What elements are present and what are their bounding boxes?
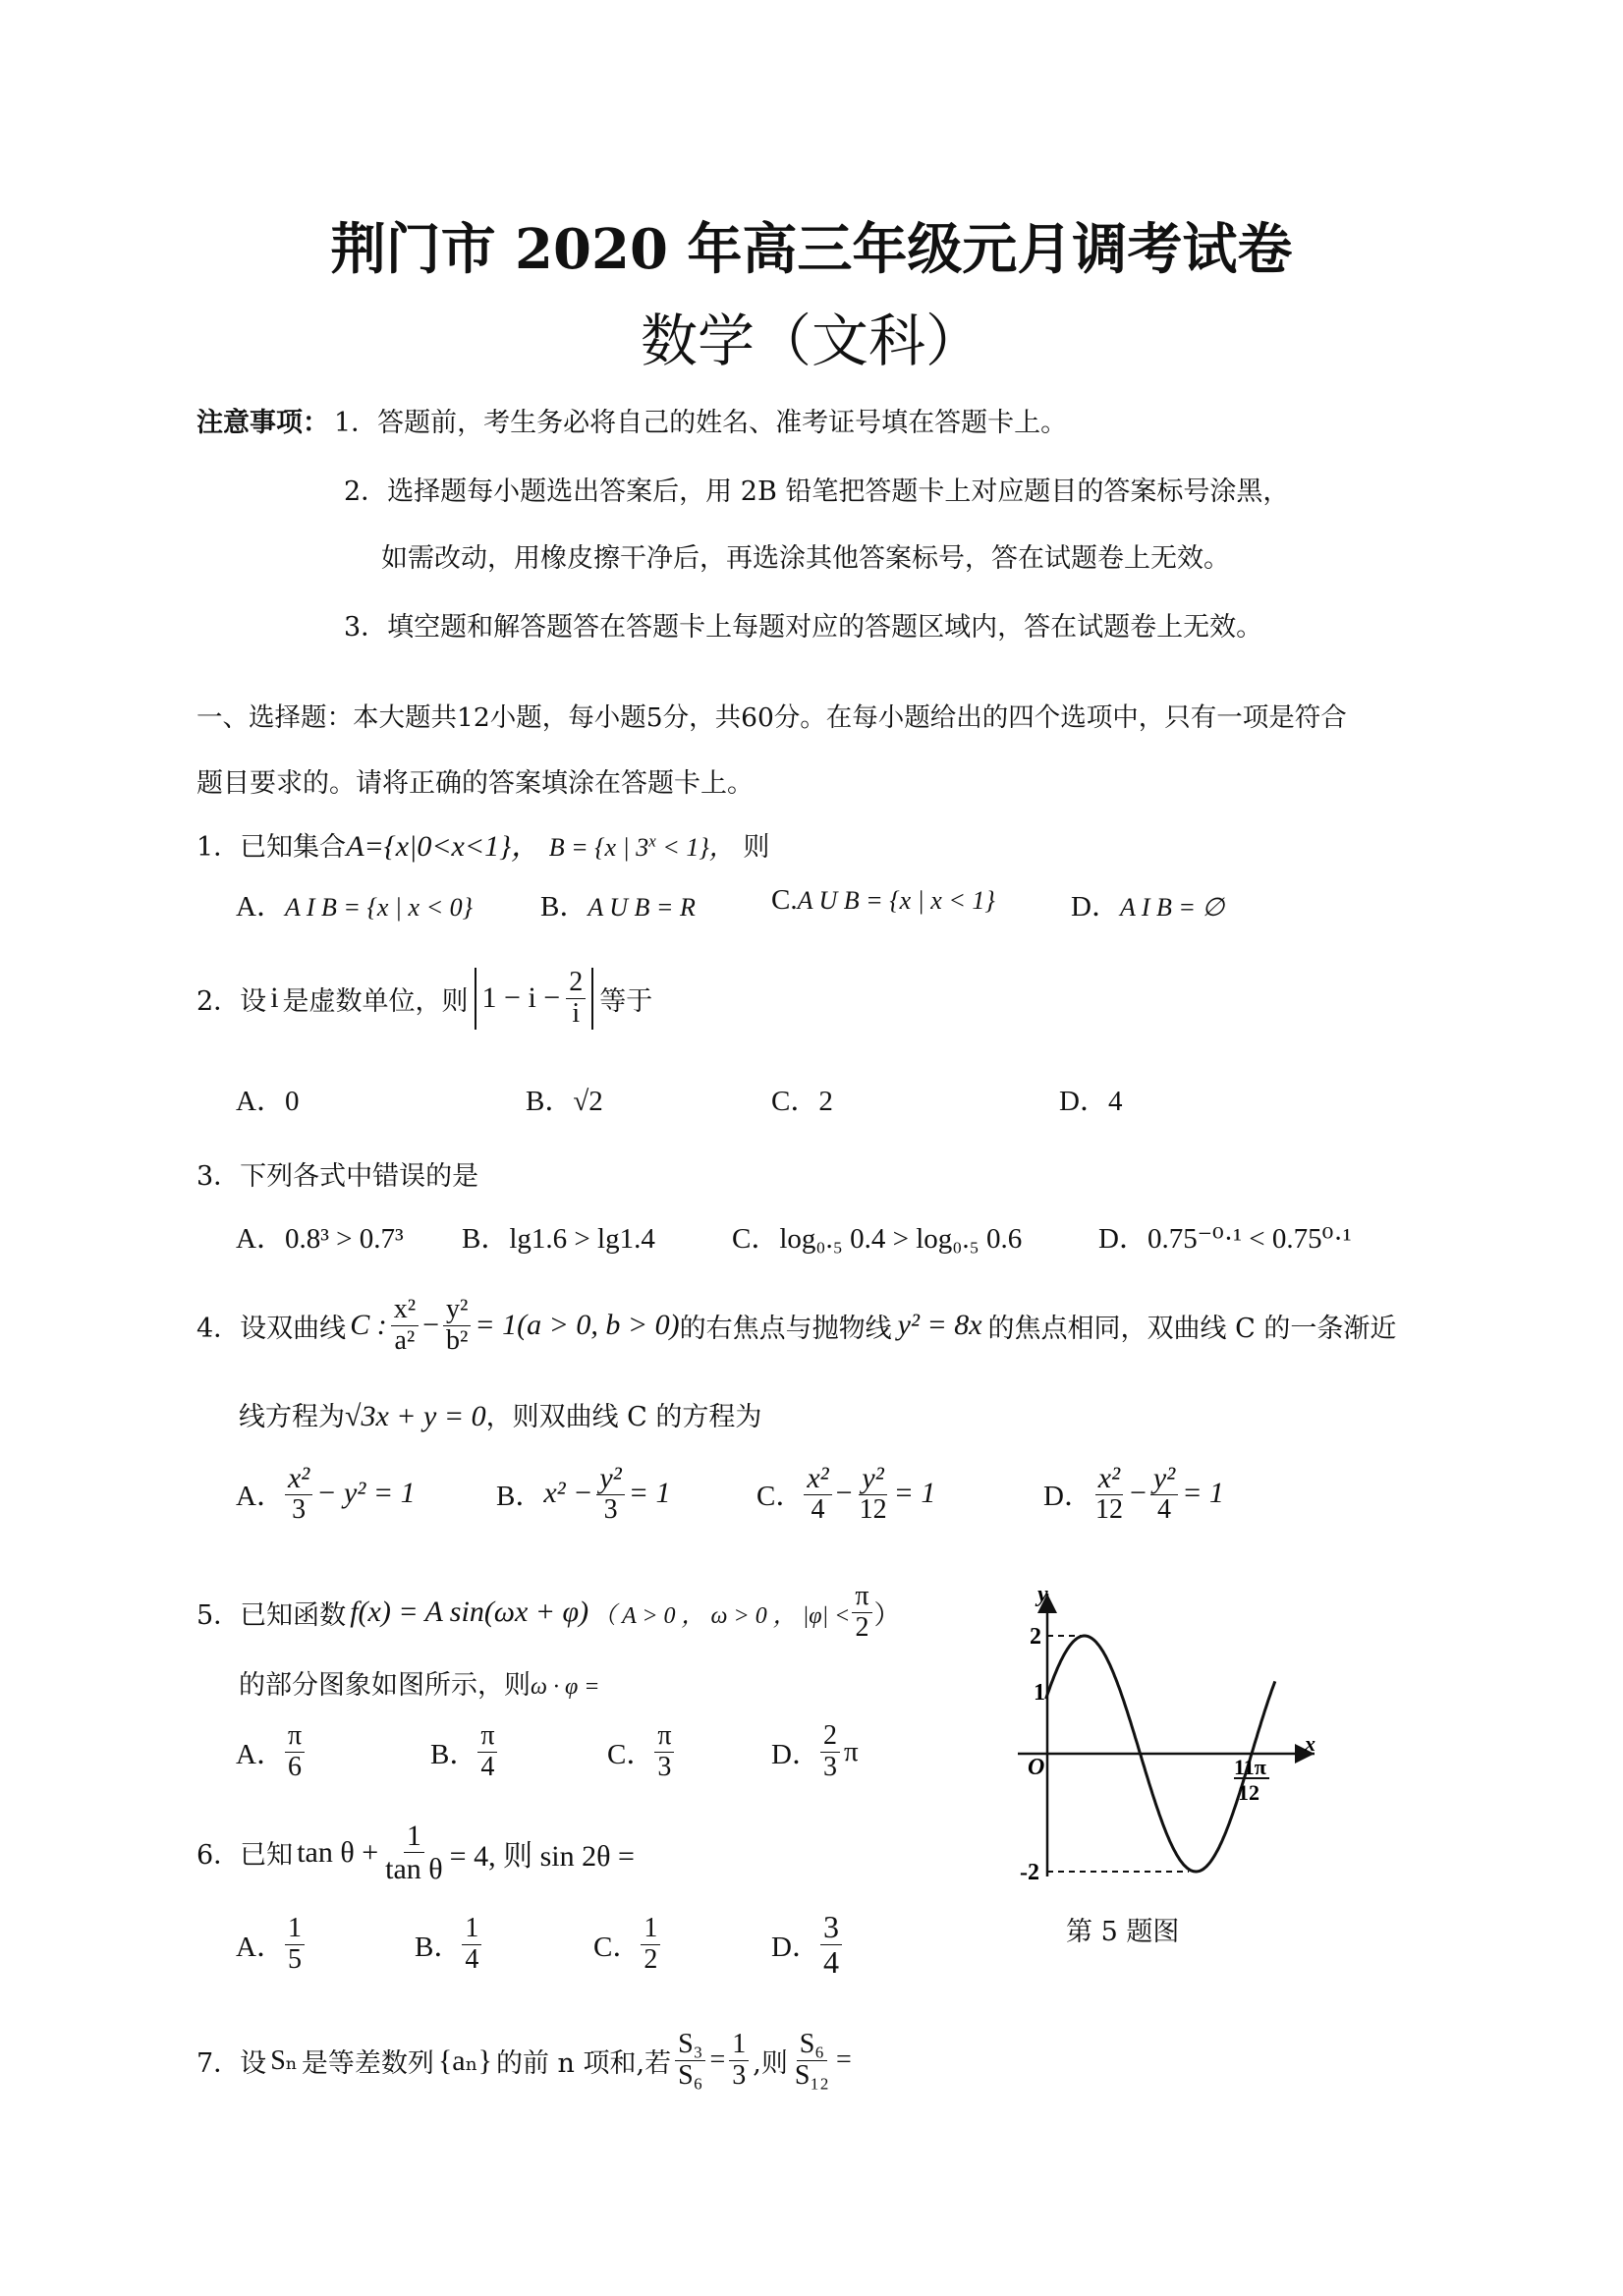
frac-num: 2 — [820, 1721, 840, 1753]
option-fraction — [1092, 1462, 1126, 1526]
option-label: D． — [771, 1932, 820, 1964]
x-tick-num: 11π — [1234, 1755, 1266, 1779]
option-label: D． — [1098, 1223, 1147, 1255]
option-label: B． — [526, 1086, 574, 1117]
q2-frac-num: 2 — [566, 968, 586, 999]
q2-frac-den: i — [572, 997, 581, 1029]
q7-frac-1 — [675, 2030, 705, 2092]
question-7 — [196, 2030, 852, 2092]
option-label: C. — [771, 884, 798, 916]
frac-den: tan θ — [385, 1853, 443, 1885]
q2-i-symbol: i — [270, 981, 279, 1015]
q4-option-c — [756, 1462, 935, 1526]
frac-den: 12 — [859, 1494, 887, 1525]
option-label: D． — [1059, 1086, 1108, 1117]
frac-num: π — [285, 1721, 305, 1753]
q5-figure — [1002, 1582, 1326, 1906]
q5-line2-expr: ω · φ = — [531, 1674, 600, 1700]
origin-label: O — [1028, 1755, 1045, 1780]
notice-label: 注意事项： — [196, 408, 329, 438]
frac-den: 12 — [1094, 1494, 1123, 1525]
option-expr: A I B = ∅ — [1119, 893, 1225, 922]
option-fraction — [654, 1721, 674, 1783]
option-expr: 0.8³ > 0.7³ — [284, 1223, 404, 1255]
q5-option-d — [771, 1721, 859, 1783]
frac-num: x² — [285, 1462, 312, 1495]
q2-option-c — [771, 1079, 833, 1119]
option-label: B． — [496, 1480, 544, 1512]
q6-stem-prefix: 6．已知 — [196, 1840, 294, 1871]
frac-den: 5 — [287, 1943, 302, 1975]
option-label: B． — [415, 1931, 463, 1963]
q2-stem-mid: 是虚数单位，则 — [282, 985, 469, 1017]
frac-num: 1 — [404, 1820, 424, 1853]
option-label: B． — [430, 1738, 478, 1770]
frac-den: 3 — [732, 2059, 747, 2091]
q3-option-a — [236, 1216, 404, 1257]
frac-num: x² — [1095, 1462, 1123, 1495]
q5-cond-end: ） — [873, 1599, 901, 1631]
frac-num: 3 — [820, 1910, 842, 1945]
q4-minus: − — [422, 1309, 440, 1342]
question-6 — [196, 1820, 635, 1885]
q4-option-d — [1043, 1462, 1224, 1526]
q4-parabola: y² = 8x — [897, 1309, 982, 1342]
option-minus: − — [1129, 1477, 1147, 1510]
q1-set-b-base: B = {x | 3 — [548, 833, 649, 862]
option-label: C． — [607, 1738, 655, 1770]
x-tick-den: 12 — [1238, 1780, 1259, 1805]
q7-end: = — [835, 2044, 852, 2076]
option-rest: π — [843, 1735, 859, 1767]
q4-asymptote: √3x + y = 0 — [345, 1400, 486, 1432]
q5-condition: （ A > 0 ， ω > 0 ， |φ| < — [592, 1602, 851, 1629]
frac-den: 4 — [1157, 1494, 1172, 1525]
q1-set-b-end: < 1}， — [655, 833, 735, 862]
frac-num: x² — [804, 1462, 831, 1495]
option-fraction — [285, 1462, 312, 1526]
q7-stem-mid: 是等差数列 — [301, 2047, 434, 2079]
q4-frac-1 — [391, 1295, 419, 1357]
q6-fraction — [382, 1820, 446, 1885]
option-fraction — [596, 1462, 624, 1526]
option-rest: = 1 — [1182, 1477, 1224, 1510]
q2-option-b — [526, 1079, 603, 1119]
option-minus: − — [835, 1477, 853, 1510]
option-label: D． — [1043, 1480, 1092, 1512]
question-3: 3．下列各式中错误的是 — [196, 1161, 479, 1192]
frac-num: y² — [859, 1462, 886, 1495]
q1-option-d — [1071, 884, 1224, 924]
q6-option-b — [415, 1914, 481, 1976]
q3-option-b — [462, 1216, 655, 1257]
y-label: y — [1037, 1582, 1048, 1607]
notice-item-3: 3．填空题和解答题答在答题卡上每题对应的答题区域内，答在试题卷上无效。 — [344, 612, 1263, 643]
option-expr: lg1.6 > lg1.4 — [509, 1223, 655, 1255]
q7-then: ,则 — [753, 2047, 788, 2079]
option-label: A． — [236, 891, 285, 923]
frac-den: 2 — [855, 1611, 869, 1643]
option-label: B． — [540, 891, 588, 923]
q1-set-b — [549, 833, 735, 862]
option-rest: = 1 — [628, 1477, 671, 1510]
q2-abs-expr — [475, 968, 594, 1030]
option-label: C． — [771, 1086, 819, 1117]
q2-option-a — [236, 1079, 299, 1119]
option-expr: A U B = R — [588, 893, 696, 922]
option-label: A． — [236, 1738, 285, 1770]
option-label: B． — [462, 1223, 510, 1255]
option-fraction-2 — [1150, 1462, 1178, 1526]
question-1 — [196, 821, 769, 865]
q6-expr-left: tan θ + — [297, 1835, 379, 1869]
frac-num: S₃ — [675, 2030, 705, 2061]
frac-num: S₆ — [797, 2030, 827, 2061]
q7-sn: Sₙ — [270, 2045, 298, 2077]
tick-2: 2 — [1030, 1624, 1041, 1650]
frac-num: π — [477, 1721, 497, 1753]
q4-curve: C : — [350, 1309, 387, 1342]
q7-frac-2 — [729, 2030, 749, 2092]
q2-expr-left: 1 − i − — [481, 981, 561, 1015]
frac-den: 4 — [822, 1944, 839, 1981]
question-5 — [196, 1582, 901, 1644]
frac-den: 3 — [822, 1751, 837, 1782]
q6-option-a — [236, 1914, 305, 1976]
q4-option-b — [496, 1462, 670, 1526]
question-4-line2 — [239, 1395, 761, 1433]
frac-den: 4 — [480, 1751, 495, 1782]
frac-num: π — [852, 1582, 871, 1613]
q4-frac-1-num: x² — [391, 1295, 419, 1326]
option-label: D． — [771, 1738, 820, 1770]
frac-num: π — [654, 1721, 674, 1753]
option-label: A． — [236, 1086, 285, 1117]
q5-cond-fraction — [852, 1582, 871, 1644]
q6-option-c — [593, 1914, 660, 1976]
exam-title: 荆门市 2020 年高三年级元月调考试卷 — [330, 217, 1293, 282]
q4-frac-2-den: b² — [446, 1324, 469, 1356]
option-expr: 4 — [1107, 1086, 1123, 1117]
q4-option-a — [236, 1462, 416, 1526]
option-label: A． — [236, 1223, 285, 1255]
option-lead: x² − — [543, 1477, 593, 1510]
q5-option-b — [430, 1721, 497, 1783]
q3-option-d — [1098, 1216, 1352, 1257]
option-label: A． — [236, 1480, 285, 1512]
q7-stem-prefix: 7．设 — [196, 2047, 267, 2079]
q5-option-a — [236, 1721, 305, 1783]
option-fraction — [462, 1914, 481, 1976]
option-expr: 0.75⁻⁰·¹ < 0.75⁰·¹ — [1147, 1223, 1352, 1255]
option-fraction — [820, 1910, 842, 1980]
frac-den: 4 — [465, 1943, 479, 1975]
q7-frac-3 — [792, 2030, 832, 2092]
q7-eq: = — [709, 2044, 726, 2076]
question-4 — [196, 1295, 1396, 1357]
q7-stem-mid2: 的前 n 项和,若 — [495, 2047, 672, 2079]
q6-expr-right: = 4, 则 sin 2θ = — [449, 1839, 635, 1873]
option-fraction — [641, 1914, 660, 1976]
option-expr: A I B = {x | x < 0} — [284, 893, 474, 922]
option-expr: 0 — [284, 1086, 300, 1117]
option-expr: log₀.₅ 0.4 > log₀.₅ 0.6 — [779, 1223, 1023, 1255]
frac-den: 3 — [603, 1494, 618, 1525]
q4-stem-prefix: 4．设双曲线 — [196, 1313, 347, 1344]
q4-line2-prefix: 线方程为 — [239, 1402, 345, 1432]
option-rest: = 1 — [893, 1477, 936, 1510]
frac-den: 2 — [644, 1943, 658, 1975]
q5-function: f(x) = A sin(ωx + φ) — [350, 1596, 589, 1629]
option-label: C． — [756, 1480, 805, 1512]
option-expr: √2 — [573, 1086, 603, 1117]
q5-stem-prefix: 5．已知函数 — [196, 1599, 347, 1631]
q7-sequence: {aₙ} — [437, 2044, 492, 2077]
option-rest: − y² = 1 — [316, 1477, 416, 1510]
question-2 — [196, 968, 652, 1030]
option-expr: A U B = {x | x < 1} — [797, 886, 995, 915]
q4-stem-mid: 的右焦点与抛物线 — [679, 1313, 892, 1344]
option-fraction — [820, 1721, 840, 1783]
section-heading-line2: 题目要求的。请将正确的答案填涂在答题卡上。 — [196, 768, 754, 799]
frac-num: y² — [1150, 1462, 1178, 1495]
q1-option-c — [771, 884, 995, 917]
question-5-line2 — [239, 1663, 599, 1702]
q4-frac-2 — [443, 1295, 471, 1357]
q5-line2: 的部分图象如图所示，则 — [239, 1670, 531, 1701]
q6-option-d — [771, 1910, 842, 1980]
q4-stem-end: 的焦点相同，双曲线 C 的一条渐近 — [987, 1313, 1397, 1344]
exam-subtitle: 数学（文科） — [640, 308, 982, 374]
q1-stem-suffix: 则 — [743, 832, 770, 863]
frac-den: 4 — [811, 1494, 825, 1525]
q4-condition: = 1(a > 0, b > 0) — [475, 1309, 680, 1342]
q1-stem-prefix: 1．已知集合 — [196, 832, 347, 863]
q2-fraction — [566, 968, 586, 1030]
q2-stem-suffix: 等于 — [599, 985, 653, 1017]
option-expr: 2 — [818, 1086, 833, 1117]
frac-num: 1 — [462, 1914, 481, 1945]
tick-neg2: -2 — [1020, 1860, 1039, 1885]
q4-line2-suffix: ，则双曲线 C 的方程为 — [485, 1402, 762, 1432]
q2-option-d — [1059, 1079, 1122, 1119]
q3-option-c — [732, 1216, 1022, 1257]
x-label: x — [1305, 1731, 1315, 1756]
notice-item-2-cont: 如需改动，用橡皮擦干净后，再选涂其他答案标号，答在试题卷上无效。 — [381, 543, 1230, 574]
q5-option-c — [607, 1721, 674, 1783]
tick-1: 1 — [1034, 1680, 1045, 1706]
option-label: D． — [1071, 891, 1120, 923]
q4-frac-2-num: y² — [443, 1295, 471, 1326]
q5-figure-caption: 第 5 题图 — [1066, 1917, 1180, 1947]
option-fraction — [285, 1914, 305, 1976]
option-label: A． — [236, 1931, 285, 1963]
q2-stem-prefix: 2．设 — [196, 985, 267, 1017]
frac-den: 3 — [657, 1751, 672, 1782]
frac-num: 1 — [641, 1914, 660, 1945]
q1-set-b-exp: x — [648, 831, 656, 851]
option-label: C． — [732, 1223, 780, 1255]
frac-den: S₁₂ — [794, 2059, 829, 2091]
frac-den: S₆ — [678, 2059, 703, 2091]
frac-num: 1 — [285, 1914, 305, 1945]
section-heading-line1: 一、选择题：本大题共12小题，每小题5分，共60分。在每小题给出的四个选项中，只有一项是符合 — [196, 702, 1347, 733]
frac-num: 1 — [729, 2030, 749, 2061]
q1-set-a: A={x|0<x<1}， — [346, 830, 541, 863]
frac-num: y² — [596, 1462, 624, 1495]
notice-item-1: 1．答题前，考生务必将自己的姓名、准考证号填在答题卡上。 — [334, 408, 1068, 438]
option-fraction-2 — [857, 1462, 890, 1526]
frac-den: 6 — [288, 1751, 303, 1782]
notice-item-2: 2．选择题每小题选出答案后，用 2B 铅笔把答题卡上对应题目的答案标号涂黑， — [344, 476, 1290, 507]
q1-option-b — [540, 884, 696, 924]
option-fraction — [285, 1721, 305, 1783]
frac-den: 3 — [292, 1494, 307, 1525]
option-fraction — [804, 1462, 831, 1526]
option-fraction — [477, 1721, 497, 1783]
option-label: C． — [593, 1931, 642, 1963]
q1-option-a — [236, 884, 473, 924]
q4-frac-1-den: a² — [394, 1324, 416, 1356]
